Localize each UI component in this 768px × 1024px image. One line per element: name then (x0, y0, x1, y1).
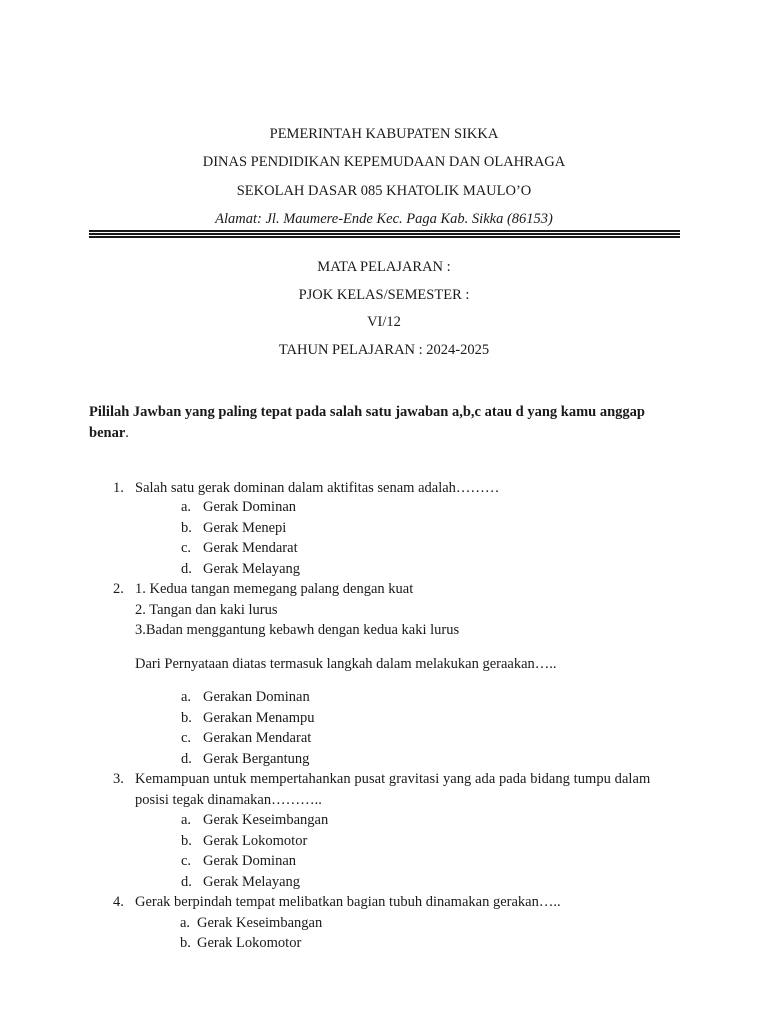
letterhead-divider (89, 230, 680, 238)
question-number: 2. (113, 581, 124, 597)
option-letter: d. (181, 561, 192, 577)
option-letter: c. (181, 540, 192, 556)
option-text: Gerak Dominan (203, 499, 297, 515)
letterhead-address: Alamat: Jl. Maumere-Ende Kec. Paga Kab. Sikka (86153) (215, 211, 553, 227)
instruction-line-1: Pililah Jawban yang paling tepat pada salah satu jawaban a,b,c atau d yang kamu anggap (89, 404, 645, 420)
question-text: Gerak berpindah tempat melibatkan bagian tubuh dinamakan gerakan….. (135, 894, 561, 910)
option-text: Gerak Lokomotor (203, 833, 308, 849)
option-text: Gerak Melayang (203, 874, 301, 890)
question-text-continued: posisi tegak dinamakan……….. (135, 792, 322, 808)
option-letter: b. (181, 710, 192, 726)
question-number: 1. (113, 480, 124, 496)
option-text: Gerak Menepi (203, 520, 287, 536)
option-text: Gerak Bergantung (203, 751, 310, 767)
academic-year: TAHUN PELAJARAN : 2024-2025 (278, 342, 490, 358)
option-text: Gerak Mendarat (203, 540, 298, 556)
option-text: Gerak Melayang (203, 561, 301, 577)
instruction-line-2: benar (89, 425, 126, 441)
question-number: 3. (113, 771, 124, 787)
option-letter: d. (181, 751, 192, 767)
option-text: Gerak Keseimbangan (197, 915, 323, 931)
question-number: 4. (113, 894, 124, 910)
option-letter: d. (181, 874, 192, 890)
option-letter: a. (181, 499, 192, 515)
letterhead-school-name: SEKOLAH DASAR 085 KHATOLIK MAULO’O (236, 183, 532, 199)
option-text: Gerakan Dominan (203, 689, 310, 705)
statement-3: 3.Badan menggantung kebawh dengan kedua kaki lurus (135, 622, 460, 638)
statement-2: 2. Tangan dan kaki lurus (135, 602, 278, 618)
question-prompt: Dari Pernyataan diatas termasuk langkah dalam melakukan geraakan….. (135, 656, 557, 672)
class-semester-value: VI/12 (367, 314, 401, 330)
option-letter: a. (181, 689, 192, 705)
question-text: Kemampuan untuk mempertahankan pusat gravitasi yang ada pada bidang tumpu dalam (135, 771, 651, 787)
option-letter: b. (180, 935, 191, 951)
letterhead-department: DINAS PENDIDIKAN KEPEMUDAAN DAN OLAHRAGA (202, 154, 566, 170)
letterhead-government: PEMERINTAH KABUPATEN SIKKA (269, 126, 499, 142)
statement-1: 1. Kedua tangan memegang palang dengan kuat (135, 581, 414, 597)
option-letter: c. (181, 730, 192, 746)
instruction-text (89, 402, 681, 444)
option-letter: a. (180, 915, 191, 931)
option-letter: c. (181, 853, 192, 869)
option-letter: b. (181, 833, 192, 849)
option-letter: b. (181, 520, 192, 536)
option-text: Gerak Dominan (203, 853, 297, 869)
option-text: Gerakan Menampu (203, 710, 315, 726)
option-text: Gerak Lokomotor (197, 935, 302, 951)
instruction-period: . (125, 425, 129, 441)
subject-label: MATA PELAJARAN : (317, 259, 451, 275)
option-text: Gerakan Mendarat (203, 730, 312, 746)
question-text: Salah satu gerak dominan dalam aktifitas senam adalah……… (135, 480, 500, 496)
class-semester-label: PJOK KELAS/SEMESTER : (298, 287, 470, 303)
option-letter: a. (181, 812, 192, 828)
option-text: Gerak Keseimbangan (203, 812, 329, 828)
